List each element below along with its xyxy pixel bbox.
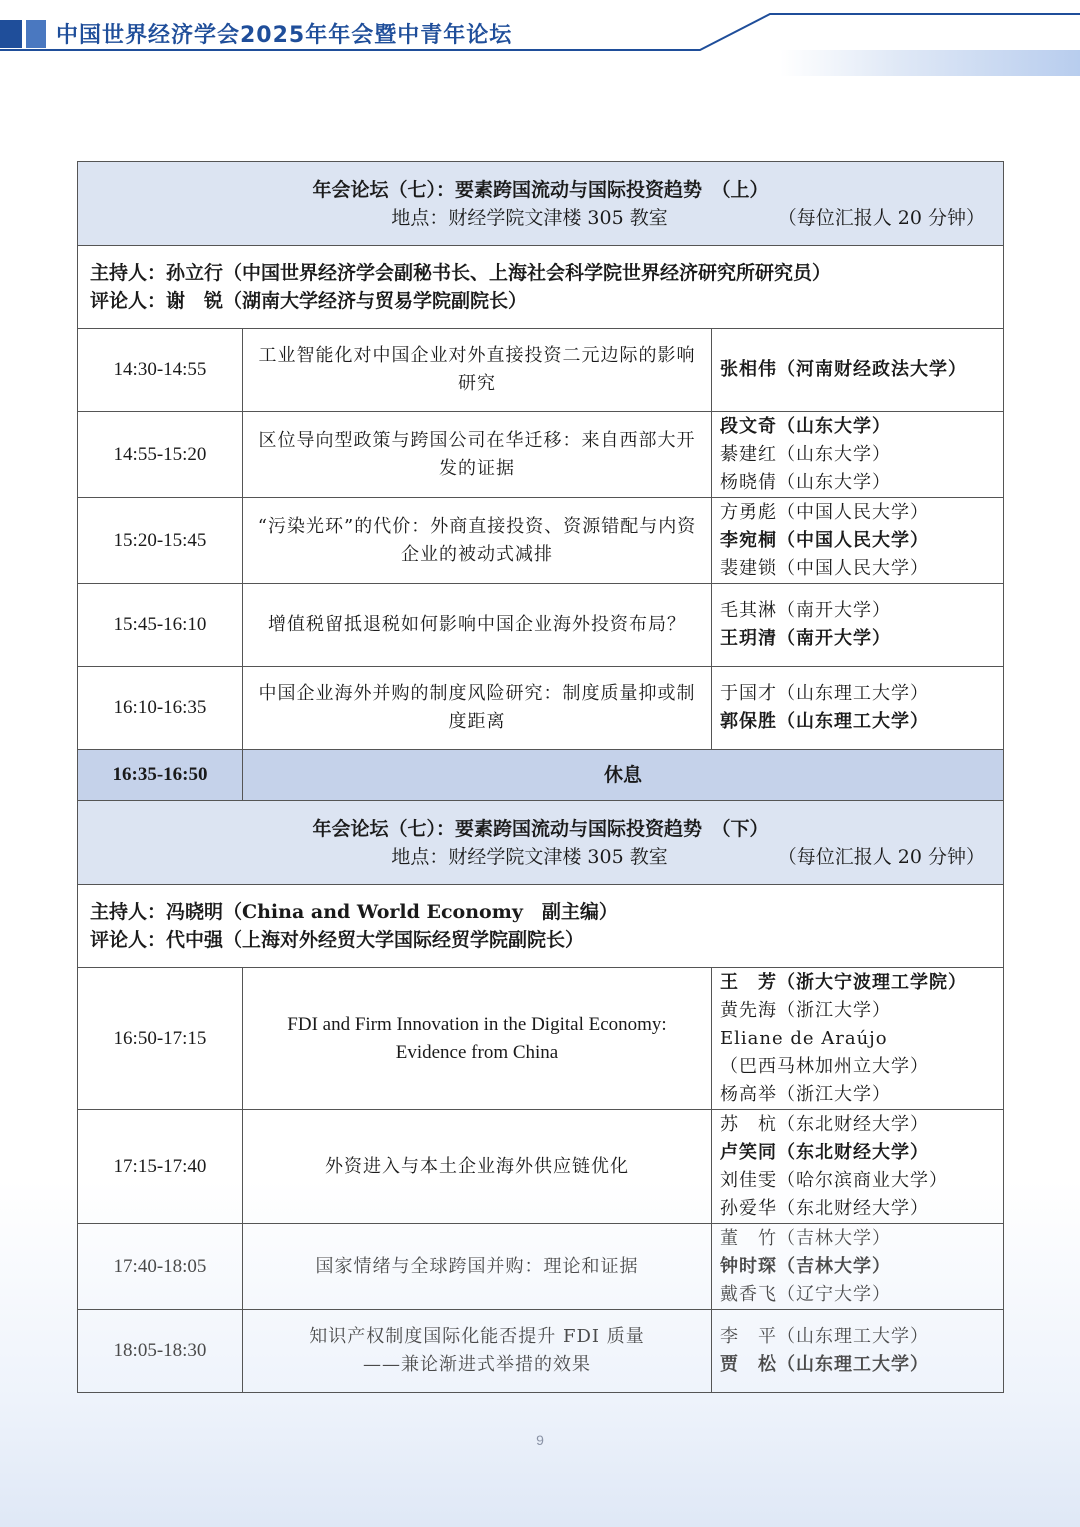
table-row xyxy=(78,412,1004,498)
page-header xyxy=(0,0,1080,80)
row-authors xyxy=(712,584,1004,667)
row-authors xyxy=(712,1224,1004,1310)
table-row xyxy=(78,968,1004,1110)
session1-rows xyxy=(78,329,1004,750)
author-entry: 董 竹（吉林大学） xyxy=(720,1227,891,1249)
session2-title: 年会论坛（七）：要素跨国流动与国际投资趋势 （下） xyxy=(312,817,769,840)
author-entry: 张相伟（河南财经政法大学） xyxy=(720,359,967,380)
table-row xyxy=(78,667,1004,750)
author-entry: 王玥清（南开大学） xyxy=(720,628,891,649)
table-row xyxy=(78,1310,1004,1393)
row-time: 16:10-16:35 xyxy=(78,667,243,750)
author-entry: Eliane de Araújo xyxy=(720,1027,888,1049)
row-paper-title: 国家情绪与全球跨国并购：理论和证据 xyxy=(243,1224,712,1310)
row-authors xyxy=(712,498,1004,584)
author-entry: 王 芳（浙大宁波理工学院） xyxy=(720,971,967,993)
session2-note: （每位汇报人 20 分钟） xyxy=(777,845,985,868)
session2-banner xyxy=(78,801,1004,885)
table-row xyxy=(78,584,1004,667)
row-time: 14:30-14:55 xyxy=(78,329,243,412)
author-entry: 苏 杭（东北财经大学） xyxy=(720,1113,929,1135)
author-entry: 段文奇（山东大学） xyxy=(720,415,891,437)
session1-note: （每位汇报人 20 分钟） xyxy=(777,206,985,229)
session1-host: 主持人：孙立行（中国世界经济学会副秘书长、上海社会科学院世界经济研究所研究员） xyxy=(90,262,832,284)
author-entry: 方勇彪（中国人民大学） xyxy=(720,501,929,523)
session2-commentator: 评论人：代中强（上海对外经贸大学国际经贸学院副院长） xyxy=(90,929,585,951)
author-entry: 裴建锁（中国人民大学） xyxy=(720,557,929,579)
author-entry: 于国才（山东理工大学） xyxy=(720,683,929,704)
row-authors xyxy=(712,329,1004,412)
row-paper-title: 区位导向型政策与跨国公司在华迁移：来自西部大开发的证据 xyxy=(243,412,712,498)
table-row xyxy=(78,1110,1004,1224)
row-time: 16:50-17:15 xyxy=(78,968,243,1110)
author-entry: 黄先海（浙江大学） xyxy=(720,999,891,1021)
page-number: 9 xyxy=(536,1432,544,1448)
author-entry: 卢笑同（东北财经大学） xyxy=(720,1141,929,1163)
header-title: 中国世界经济学会2025年年会暨中青年论坛 xyxy=(56,23,513,48)
row-time: 18:05-18:30 xyxy=(78,1310,243,1393)
author-entry: 李 平（山东理工大学） xyxy=(720,1326,929,1347)
author-entry: （巴西马林加州立大学） xyxy=(720,1055,929,1077)
author-entry: 李宛桐（中国人民大学） xyxy=(720,529,929,551)
author-entry: 戴香飞（辽宁大学） xyxy=(720,1283,891,1305)
break-label: 休息 xyxy=(243,750,1004,801)
row-paper-title: 工业智能化对中国企业对外直接投资二元边际的影响研究 xyxy=(243,329,712,412)
session1-banner xyxy=(78,162,1004,246)
row-time: 14:55-15:20 xyxy=(78,412,243,498)
author-entry: 杨高举（浙江大学） xyxy=(720,1083,891,1105)
table-row xyxy=(78,1224,1004,1310)
row-authors xyxy=(712,1310,1004,1393)
author-entry: 毛其淋（南开大学） xyxy=(720,600,891,621)
row-time: 17:40-18:05 xyxy=(78,1224,243,1310)
row-paper-title: 中国企业海外并购的制度风险研究：制度质量抑或制度距离 xyxy=(243,667,712,750)
author-entry: 刘佳雯（哈尔滨商业大学） xyxy=(720,1169,948,1191)
row-time: 17:15-17:40 xyxy=(78,1110,243,1224)
author-entry: 孙爱华（东北财经大学） xyxy=(720,1197,929,1219)
author-entry: 杨晓倩（山东大学） xyxy=(720,471,891,493)
author-entry: 綦建红（山东大学） xyxy=(720,443,891,465)
row-authors xyxy=(712,1110,1004,1224)
session1-location: 地点：财经学院文津楼 305 教室 xyxy=(391,206,668,229)
row-time: 15:20-15:45 xyxy=(78,498,243,584)
row-paper-title: “污染光环”的代价：外商直接投资、资源错配与内资企业的被动式减排 xyxy=(243,498,712,584)
session2-location: 地点：财经学院文津楼 305 教室 xyxy=(391,845,668,868)
author-entry: 贾 松（山东理工大学） xyxy=(720,1354,929,1375)
session1-commentator: 评论人：谢 锐（湖南大学经济与贸易学院副院长） xyxy=(90,290,528,312)
author-entry: 郭保胜（山东理工大学） xyxy=(720,711,929,732)
break-time: 16:35-16:50 xyxy=(78,750,243,801)
row-authors xyxy=(712,412,1004,498)
row-authors xyxy=(712,667,1004,750)
break-row xyxy=(78,750,1004,801)
session2-host: 主持人：冯晓明（China and World Economy 副主编） xyxy=(90,901,618,923)
row-paper-title: 知识产权制度国际化能否提升 FDI 质量 ——兼论渐进式举措的效果 xyxy=(243,1310,712,1393)
row-paper-title: 外资进入与本土企业海外供应链优化 xyxy=(243,1110,712,1224)
row-paper-title: 增值税留抵退税如何影响中国企业海外投资布局？ xyxy=(243,584,712,667)
author-entry: 钟时琛（吉林大学） xyxy=(720,1255,891,1277)
session2-hosts xyxy=(78,885,1004,968)
table-row xyxy=(78,498,1004,584)
schedule-table xyxy=(77,161,1003,1393)
session2-rows xyxy=(78,968,1004,1393)
row-authors xyxy=(712,968,1004,1110)
session1-title: 年会论坛（七）：要素跨国流动与国际投资趋势 （上） xyxy=(312,178,769,201)
row-paper-title: FDI and Firm Innovation in the Digital Economy: Evidence from China xyxy=(243,968,712,1110)
session1-hosts xyxy=(78,246,1004,329)
table-row xyxy=(78,329,1004,412)
row-time: 15:45-16:10 xyxy=(78,584,243,667)
